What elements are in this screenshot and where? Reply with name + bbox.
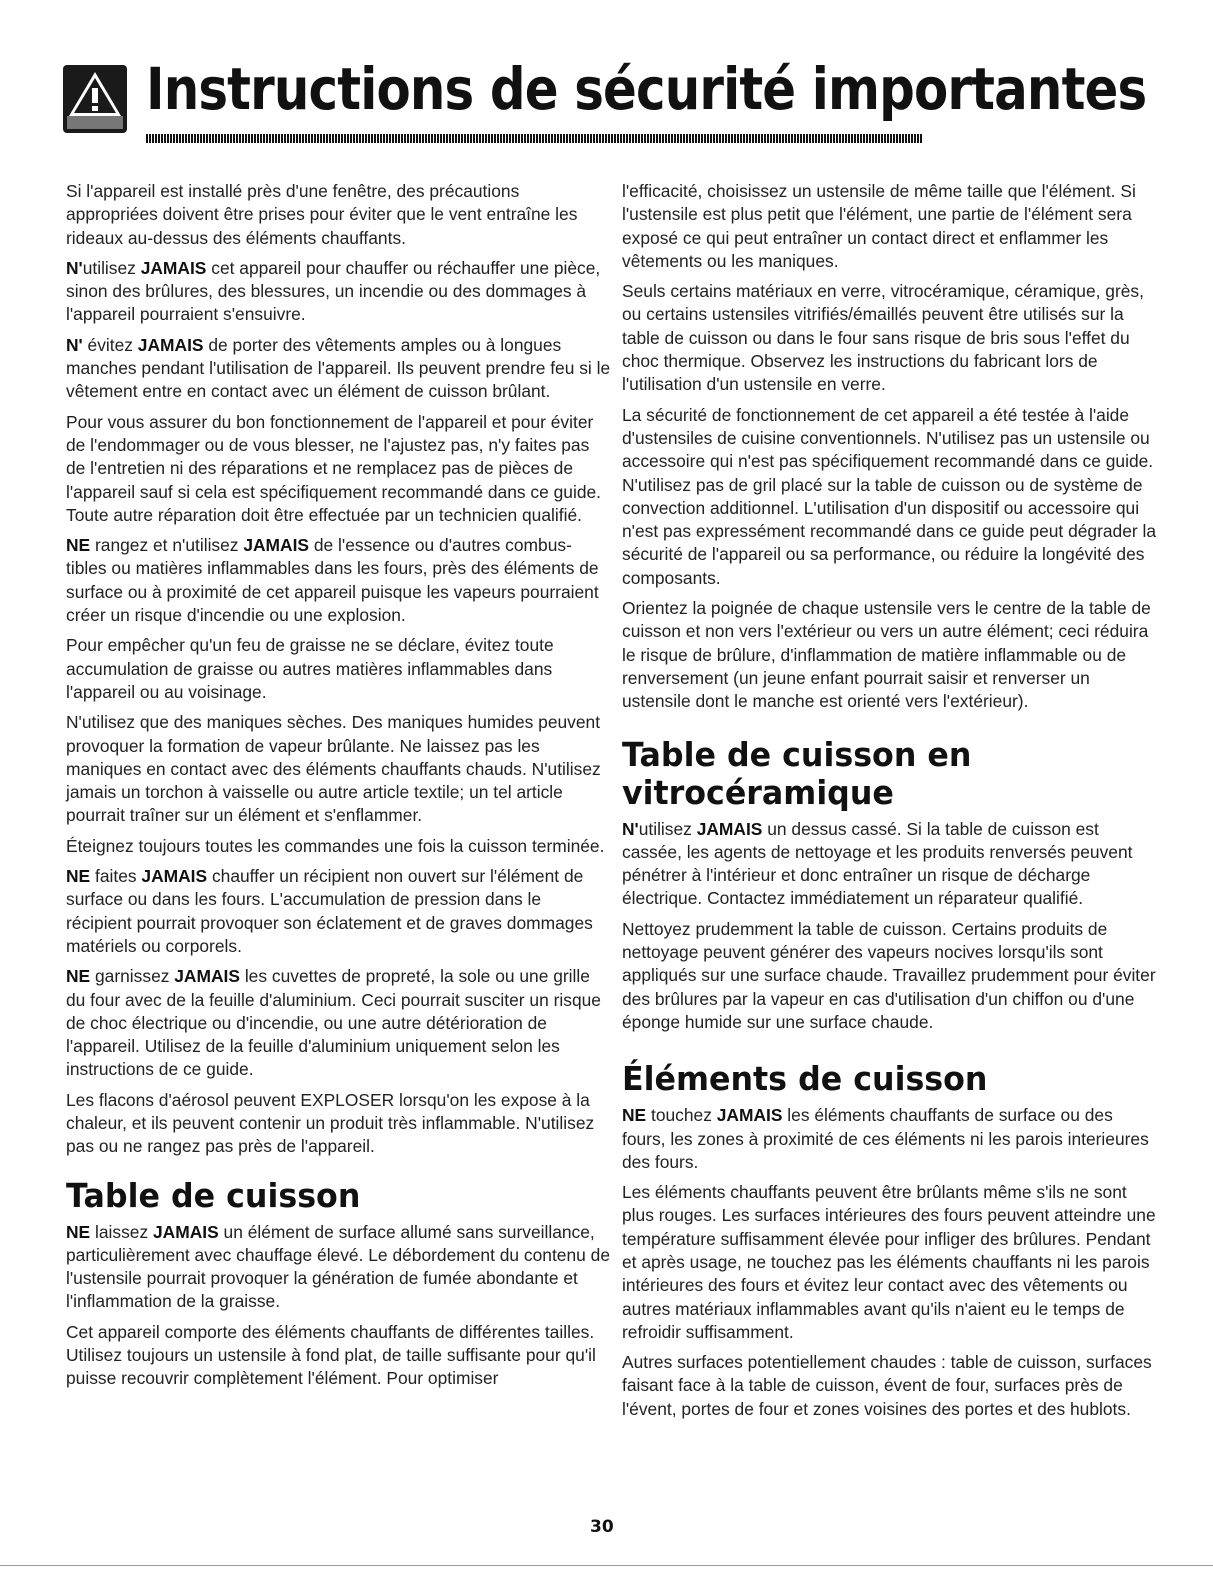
page-title: Instructions de sécurité importantes	[146, 55, 1147, 123]
paragraph: Cet appareil comporte des éléments chauffants de différentes tailles. Utilisez toujours un ustensile à fond plat, de taille suffisante pour qu'il puisse recouvrir complètement l'élément. Pour optimiser	[66, 1321, 596, 1389]
keyword: NE	[66, 535, 91, 556]
section-heading-table-de-cuisson: Table de cuisson	[66, 1175, 361, 1215]
keyword: N'	[622, 818, 639, 839]
paragraph: Pour vous assurer du bon fonctionnement de l'appareil et pour éviter de l'endommager ou de vous blesser, ne l'ajustez pas, n'y faites pas de l'entretien ni des réparations et ne remplacez pas de pièces de l'appareil sauf si cela est spécifiquement recommandé dans ce guide. Toute autre réparation doit être effectuée par un technicien qualifié.	[66, 411, 601, 525]
keyword: NE	[622, 1105, 647, 1126]
paragraph: Si l'appareil est installé près d'une fenêtre, des précautions appropriées doivent être prises pour éviter que le vent entraîne les rideaux au-dessus des éléments chauffants.	[66, 181, 578, 248]
left-column	[66, 180, 611, 1398]
keyword: N'	[66, 257, 83, 278]
keyword: JAMAIS	[141, 866, 208, 887]
paragraph: Éteignez toujours toutes les commandes une fois la cuisson terminée.	[66, 835, 605, 856]
paragraph: NE garnissez JAMAIS les cuvettes de propreté, la sole ou une grille du four avec de la feuille d'aluminium. Ceci pourrait susciter un risque de choc électrique ou d'incendie, ou une autre détérioration de l'appareil. Utilisez de la feuille d'aluminium uniquement selon les instructions de ce guide.	[66, 966, 601, 1080]
paragraph: Nettoyez prudemment la table de cuisson. Certains produits de nettoyage peuvent générer des vapeurs nocives lorsqu'ils sont appliqués sur une surface chaude. Travaillez prudemment pour éviter des brûlures par la vapeur en cas d'utilisation d'un chiffon ou d'une éponge humide sur une surface chaude.	[622, 918, 1156, 1032]
paragraph: l'efficacité, choisissez un ustensile de même taille que l'élément. Si l'ustensile est plus petit que l'élément, une partie de l'élément sera exposé ce qui peut entraîner un contact direct et enflammer les vêtements ou les maniques.	[622, 181, 1136, 271]
page-number: 30	[590, 1517, 614, 1537]
right-column	[622, 180, 1157, 1428]
paragraph: NE faites JAMAIS chauffer un récipient non ouvert sur l'élément de surface ou dans les fours. L'accumulation de pression dans le récipient pourrait provoquer son éclatement et de graves dommages matériels ou corporels.	[66, 866, 593, 956]
keyword: JAMAIS	[716, 1105, 783, 1126]
keyword: JAMAIS	[696, 818, 763, 839]
keyword: JAMAIS	[137, 334, 204, 355]
paragraph: Pour empêcher qu'un feu de graisse ne se déclare, évitez toute accumulation de graisse ou autres matières inflammables dans l'appareil ou au voisinage.	[66, 635, 554, 702]
keyword: N'	[66, 334, 83, 355]
paragraph: N' évitez JAMAIS de porter des vêtements amples ou à longues manches pendant l'utilisation de l'appareil. Ils peuvent prendre feu si le vêtement entre en contact avec un élément de cuisson brûlant.	[66, 334, 611, 402]
section-heading-vitroceramique: Table de cuisson en vitrocéramique	[622, 734, 972, 812]
paragraph: Seuls certains matériaux en verre, vitrocéramique, céramique, grès, ou certains ustensiles vitrifiés/émaillés peuvent être utilisés sur la table de cuisson ou dans le four sans risque de bris sous l'effet du choc thermique. Observez les instructions du fabricant lors de l'utilisation d'un ustensile en verre.	[622, 281, 1144, 395]
bottom-rule	[0, 1565, 1213, 1566]
page-header	[62, 54, 1147, 154]
paragraph: N'utilisez JAMAIS un dessus cassé. Si la table de cuisson est cassée, les agents de nettoyage et les produits renversés peuvent pénétrer à l'intérieur et donc entraîner un risque de décharge électrique. Contactez immédiatement un réparateur qualifié.	[622, 818, 1133, 909]
paragraph: NE touchez JAMAIS les éléments chauffants de surface ou des fours, les zones à proximité de ces éléments ni les parois interieures des fours.	[622, 1105, 1149, 1172]
keyword: JAMAIS	[243, 535, 310, 556]
warning-icon	[62, 64, 128, 134]
keyword: NE	[66, 866, 91, 887]
title-underline	[146, 134, 922, 143]
paragraph: N'utilisez que des maniques sèches. Des maniques humides peuvent provoquer la formation de vapeur brûlante. Ne laissez pas les maniques en contact avec des éléments chauffants chauds. N'utilisez jamais un torchon à vaisselle ou autre article textile; un tel article pourrait traîner sur un élément et s'enflammer.	[66, 712, 601, 826]
keyword: JAMAIS	[174, 966, 240, 987]
paragraph: N'utilisez JAMAIS cet appareil pour chauffer ou réchauffer une pièce, sinon des brûlures, des blessures, un incendie ou des dommages à l'appareil pourraient s'ensuivre.	[66, 257, 601, 325]
section-heading-elements-de-cuisson: Éléments de cuisson	[622, 1059, 988, 1099]
keyword: NE	[66, 1221, 91, 1242]
keyword: JAMAIS	[140, 257, 207, 278]
paragraph: Les éléments chauffants peuvent être brûlants même s'ils ne sont plus rouges. Les surfaces intérieures des fours peuvent atteindre une température suffisamment élevée pour infliger des brûlures. Pendant et après usage, ne touchez pas les éléments chauffants ni les parois intérieures des fours et évitez leur contact avec des vêtements ou autres matériaux inflammables avant qu'ils n'aient eu le temps de refroidir suffisamment.	[622, 1182, 1156, 1342]
paragraph: Autres surfaces potentiellement chaudes : table de cuisson, surfaces faisant face à la table de cuisson, évent de four, surfaces près de l'évent, portes de four et zones voisines des portes et des hublots.	[622, 1352, 1152, 1419]
paragraph: Les flacons d'aérosol peuvent EXPLOSER lorsqu'on les expose à la chaleur, et ils peuvent contenir un produit très inflammable. N'utilisez pas ou ne rangez pas près de l'appareil.	[66, 1089, 595, 1157]
keyword: NE	[66, 966, 91, 987]
paragraph: NE laissez JAMAIS un élément de surface allumé sans surveillance, particulièrement avec chauffage élevé. Le débordement du contenu de l'ustensile pourrait provoquer la génération de fumée abondante et l'inflammation de la graisse.	[66, 1221, 610, 1312]
paragraph: La sécurité de fonctionnement de cet appareil a été testée à l'aide d'ustensiles de cuisine conventionnels. N'utilisez pas un ustensile ou accessoire qui n'est pas spécifiquement recommandé dans ce guide. N'utilisez pas de gril placé sur la table de cuisson ou de système de convection additionnel. L'utilisation d'un dispositif ou accessoire qui n'est pas expressément recommandé dans ce guide peut dégrader la sécurité de l'appareil ou sa performance, ou réduire la longévité des composants.	[622, 404, 1157, 588]
paragraph: NE rangez et n'utilisez JAMAIS de l'essence ou d'autres combus-tibles ou matières inflammables dans les fours, près des éléments de surface ou à proximité de cet appareil puisque les vapeurs pourraient créer un risque d'incendie ou une explosion.	[66, 535, 599, 626]
keyword: JAMAIS	[153, 1221, 219, 1242]
paragraph: Orientez la poignée de chaque ustensile vers le centre de la table de cuisson et non vers l'extérieur ou vers un autre élément; ceci réduira le risque de brûlure, d'inflammation de matière inflammable ou de renversement (un jeune enfant pourrait saisir et renverser un ustensile dont le manche est orienté vers l'extérieur).	[622, 598, 1151, 712]
